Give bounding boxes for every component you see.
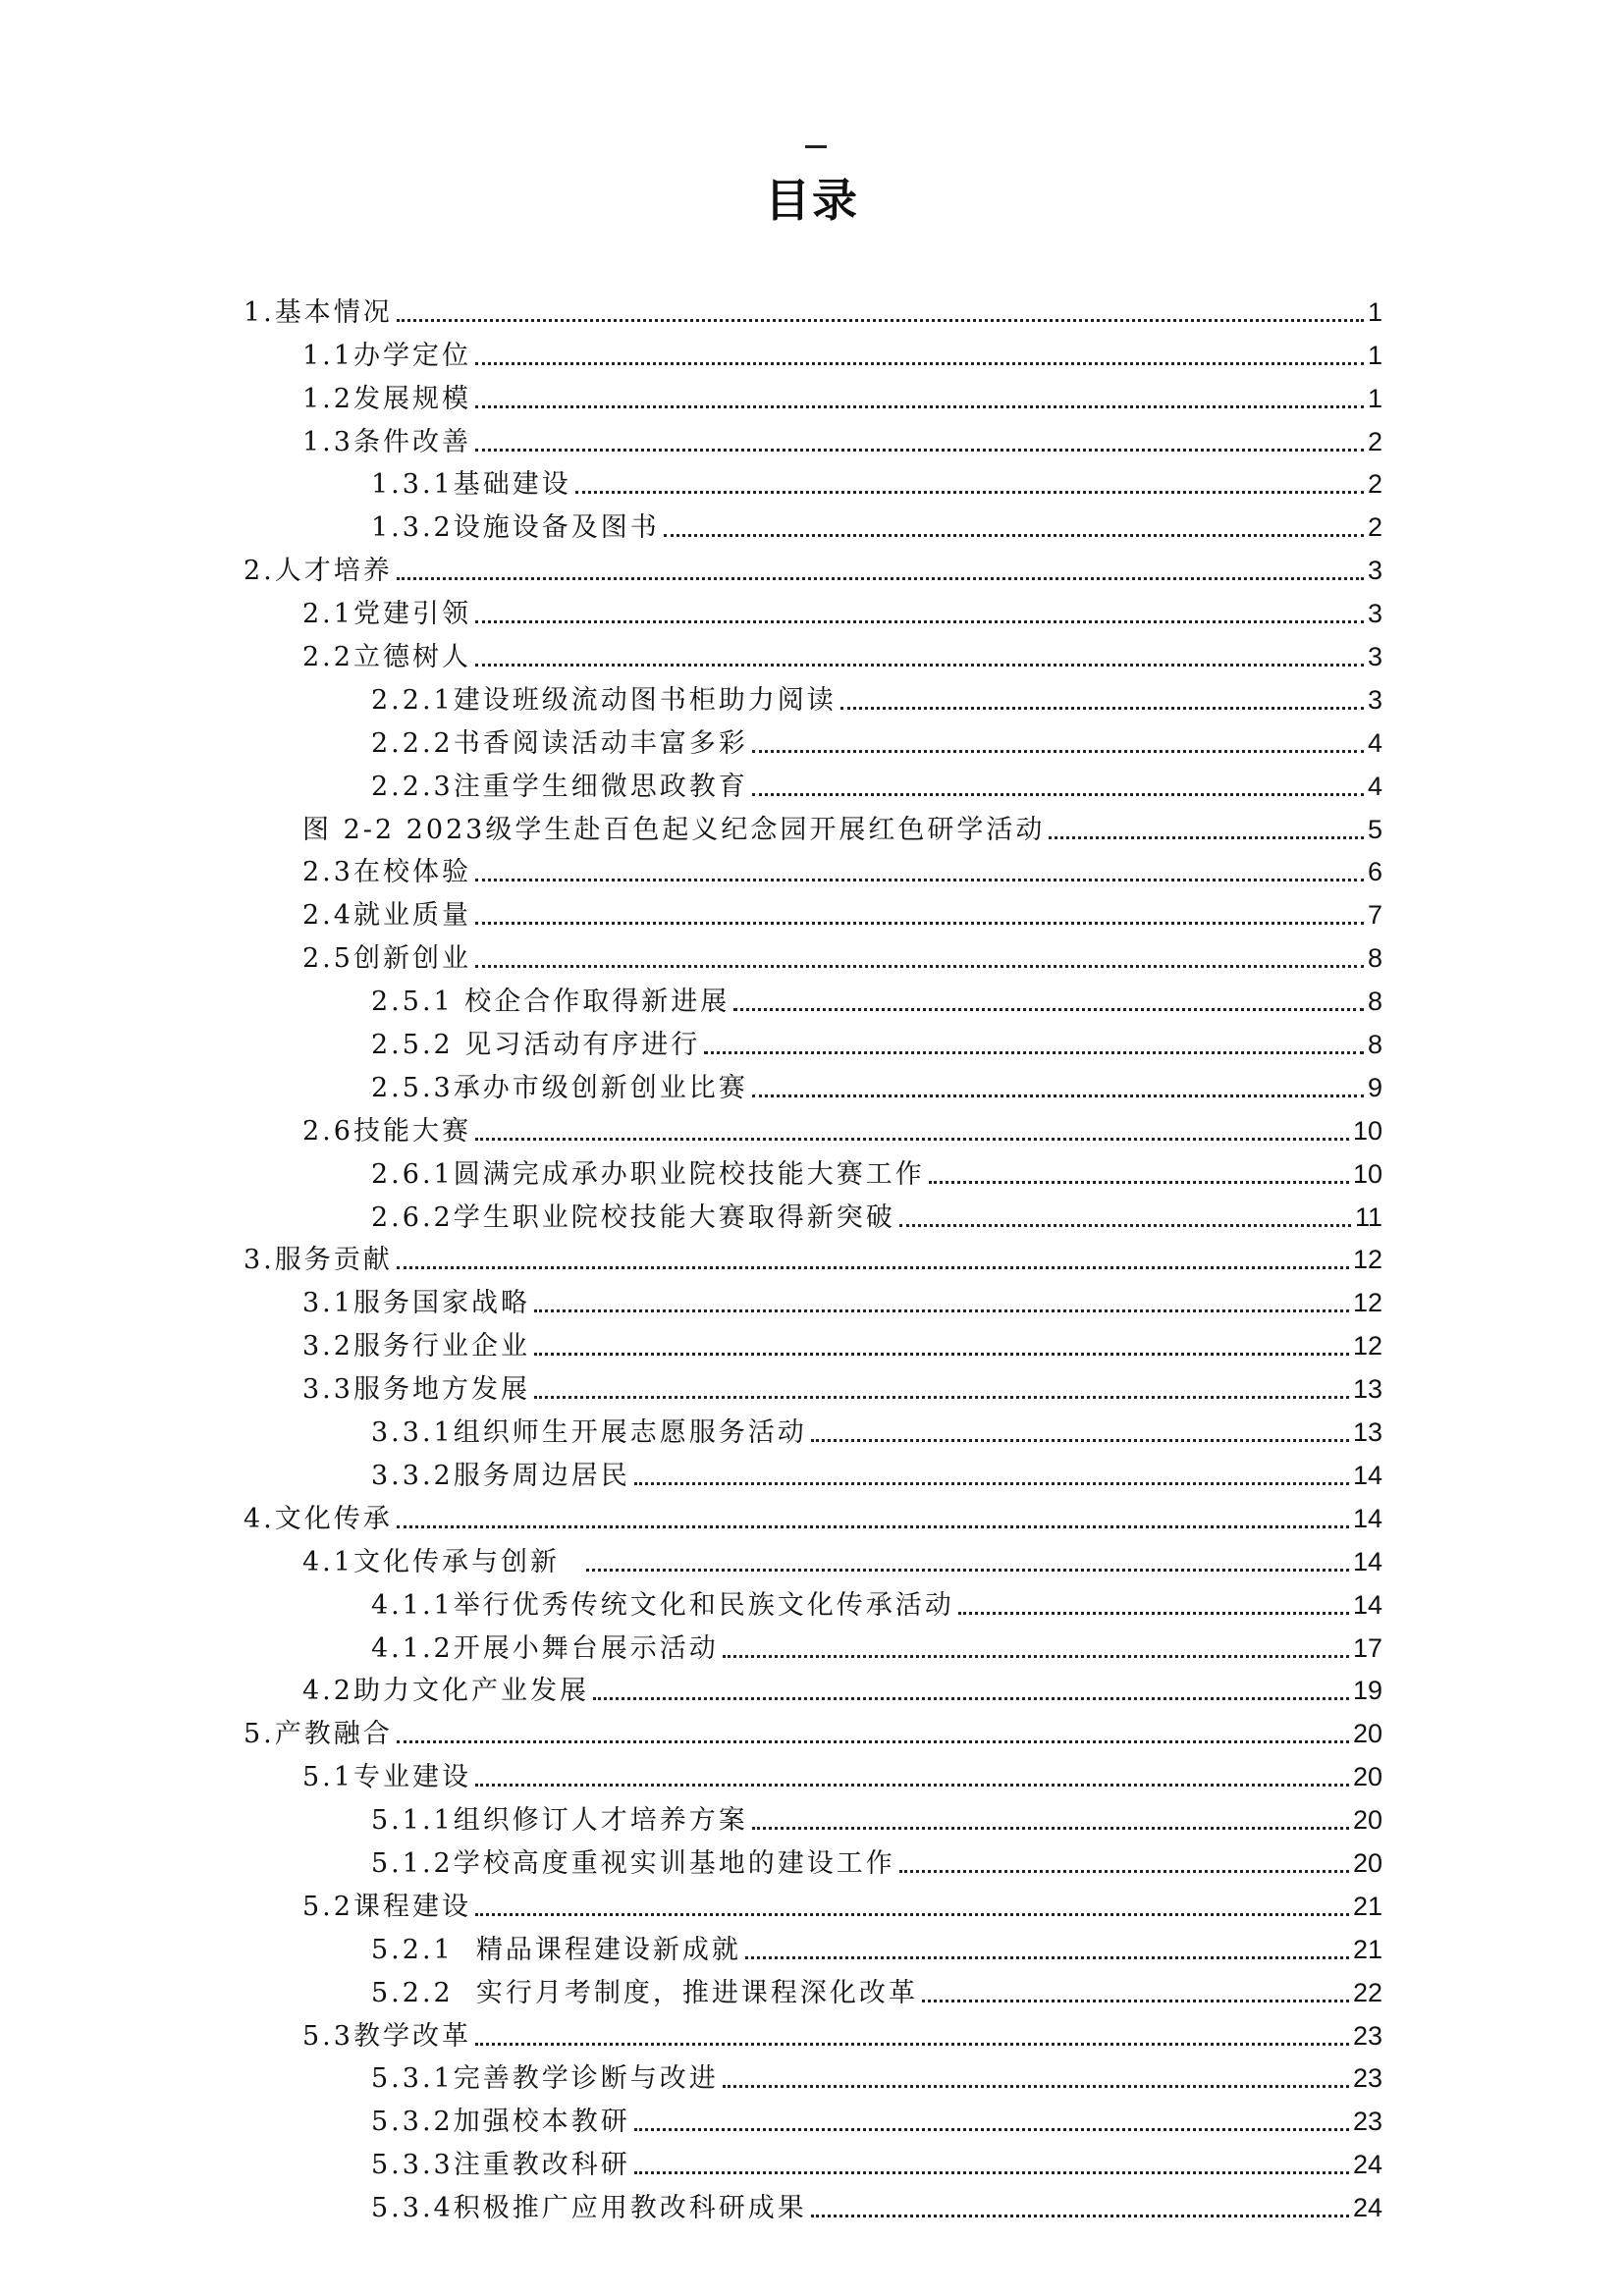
toc-entry-label: 1.基本情况: [244, 296, 393, 328]
toc-entry[interactable]: [244, 373, 1382, 416]
dot-leader: [733, 1008, 1364, 1011]
toc-entry[interactable]: [244, 416, 1382, 459]
toc-entry[interactable]: [244, 1579, 1382, 1623]
toc-entry-page-number: 22: [1352, 1977, 1382, 2007]
dot-leader: [586, 1569, 1349, 1572]
toc-entry[interactable]: [244, 1148, 1382, 1192]
dot-leader: [475, 405, 1364, 408]
toc-entry-label: 5.1专业建设: [302, 1762, 471, 1793]
dot-leader: [958, 1612, 1349, 1615]
toc-entry[interactable]: [244, 847, 1382, 890]
toc-entry[interactable]: [244, 2096, 1382, 2139]
dot-leader: [475, 2043, 1349, 2046]
toc-entry-page-number: 13: [1352, 1417, 1382, 1448]
toc-entry-label: 2.6.2学生职业院校技能大赛取得新突破: [371, 1201, 895, 1233]
page-title: 目录: [765, 174, 859, 227]
dot-leader: [475, 362, 1364, 365]
dot-leader: [397, 1740, 1349, 1743]
dot-leader: [397, 319, 1364, 322]
dot-leader: [475, 620, 1364, 623]
toc-entry-label: 2.6技能大赛: [302, 1115, 471, 1147]
toc-entry-page-number: 4: [1367, 771, 1382, 801]
toc-entry-page-number: 2: [1367, 426, 1382, 456]
toc-entry-label: 5.3.2加强校本教研: [371, 2107, 630, 2138]
toc-entry-label: 3.3服务地方发展: [302, 1374, 530, 1406]
toc-entry-page-number: 3: [1367, 642, 1382, 672]
toc-entry-label: 5.1.2学校高度重视实训基地的建设工作: [371, 1847, 895, 1879]
dot-leader: [475, 965, 1364, 968]
toc-entry[interactable]: [244, 502, 1382, 545]
toc-entry-label: 1.3条件改善: [302, 426, 471, 457]
toc-entry[interactable]: [244, 1363, 1382, 1407]
dot-leader: [475, 1138, 1349, 1141]
toc-entry[interactable]: [244, 1794, 1382, 1838]
dot-leader: [634, 2128, 1349, 2131]
toc-entry-page-number: 2: [1367, 469, 1382, 500]
dot-leader: [534, 1353, 1349, 1356]
toc-entry[interactable]: [244, 1536, 1382, 1579]
toc-entry-label: 2.2.2书香阅读活动丰富多彩: [371, 727, 748, 759]
toc-entry-page-number: 23: [1352, 2107, 1382, 2137]
toc-entry-page-number: 20: [1352, 1805, 1382, 1836]
toc-entry[interactable]: [244, 1924, 1382, 1967]
dot-leader: [752, 1095, 1364, 1097]
toc-entry-label: 5.产教融合: [244, 1719, 393, 1750]
toc-entry-label: 3.1服务国家战略: [302, 1288, 530, 1319]
toc-entry-page-number: 3: [1367, 684, 1382, 715]
toc-entry-page-number: 8: [1367, 943, 1382, 974]
toc-entry-label: 2.人才培养: [244, 556, 393, 587]
toc-entry-label: 2.5.3承办市级创新创业比赛: [371, 1072, 748, 1103]
toc-entry-page-number: 17: [1352, 1632, 1382, 1663]
toc-entry-page-number: 24: [1352, 2150, 1382, 2180]
toc-entry[interactable]: [244, 674, 1382, 718]
toc-entry-page-number: 1: [1367, 383, 1382, 413]
dot-leader: [534, 1396, 1349, 1399]
toc-entry[interactable]: [244, 804, 1382, 847]
toc-entry-page-number: 12: [1352, 1331, 1382, 1362]
toc-entry[interactable]: [244, 976, 1382, 1019]
toc-entry-label: 1.3.1基础建设: [371, 469, 571, 501]
toc-entry-page-number: 8: [1367, 1030, 1382, 1060]
toc-entry-page-number: 14: [1352, 1503, 1382, 1533]
toc-entry-label: 1.3.2设施设备及图书: [371, 512, 660, 544]
toc-entry[interactable]: [244, 1666, 1382, 1709]
toc-entry[interactable]: [244, 1450, 1382, 1493]
dot-leader: [723, 2085, 1349, 2088]
dot-leader: [397, 1525, 1349, 1528]
dot-leader: [475, 1913, 1349, 1916]
toc-entry[interactable]: [244, 1407, 1382, 1450]
toc-entry-label: 5.2.2 实行月考制度，推进课程深化改革: [371, 1977, 918, 2008]
toc-entry-page-number: 7: [1367, 900, 1382, 931]
toc-entry[interactable]: [244, 2054, 1382, 2097]
dot-leader: [929, 1181, 1349, 1184]
dot-leader: [899, 1224, 1351, 1227]
dot-leader: [575, 491, 1364, 494]
toc-entry-page-number: 11: [1354, 1201, 1382, 1232]
dot-leader: [664, 534, 1364, 537]
toc-entry-label: 2.5.1 校企合作取得新进展: [371, 987, 731, 1018]
toc-entry[interactable]: [244, 2182, 1382, 2225]
toc-entry-label: 4.1.2开展小舞台展示活动: [371, 1632, 719, 1664]
dot-leader: [475, 922, 1364, 925]
toc-entry-label: 2.1党建引领: [302, 599, 471, 630]
toc-entry-page-number: 3: [1367, 599, 1382, 629]
dot-leader: [634, 1482, 1349, 1485]
dot-leader: [634, 2171, 1349, 2174]
toc-entry-page-number: 19: [1352, 1676, 1382, 1706]
dot-leader: [397, 577, 1364, 580]
toc-entry[interactable]: [244, 718, 1382, 761]
toc-entry-page-number: 8: [1367, 987, 1382, 1017]
toc-entry-page-number: 4: [1367, 727, 1382, 758]
dot-leader: [1049, 836, 1364, 839]
toc-entry-page-number: 5: [1367, 814, 1382, 844]
toc-entry[interactable]: [244, 631, 1382, 674]
toc-entry-label: 5.3教学改革: [302, 2020, 471, 2052]
toc-entry-label: 4.1文化传承与创新: [302, 1546, 583, 1577]
toc-entry-label: 2.2立德树人: [302, 642, 471, 673]
toc-entry-page-number: 1: [1367, 340, 1382, 370]
toc-entry-label: 2.2.1建设班级流动图书柜助力阅读: [371, 684, 837, 716]
toc-entry-page-number: 12: [1352, 1245, 1382, 1275]
dot-leader: [475, 879, 1364, 881]
toc-entry-page-number: 14: [1352, 1589, 1382, 1620]
toc-entry-page-number: 10: [1352, 1158, 1382, 1189]
toc-entry-page-number: 13: [1352, 1374, 1382, 1405]
dot-leader: [397, 1266, 1349, 1269]
toc-entry[interactable]: [244, 287, 1382, 330]
toc-entry[interactable]: [244, 761, 1382, 804]
toc-entry-label: 2.3在校体验: [302, 857, 471, 888]
toc-entry[interactable]: [244, 1493, 1382, 1536]
dot-leader: [723, 1655, 1349, 1658]
dot-leader: [475, 1784, 1349, 1787]
toc-entry-page-number: 21: [1352, 1934, 1382, 1964]
toc-entry-label: 3.3.1组织师生开展志愿服务活动: [371, 1417, 807, 1449]
dot-leader: [745, 1956, 1349, 1959]
toc-entry-page-number: 20: [1352, 1762, 1382, 1792]
toc-entry-label: 1.1办学定位: [302, 340, 471, 371]
toc-entry-page-number: 12: [1352, 1288, 1382, 1318]
toc-entry-label: 3.3.2服务周边居民: [371, 1460, 630, 1491]
toc-entry-label: 4.文化传承: [244, 1503, 393, 1534]
toc-entry-label: 3.2服务行业企业: [302, 1331, 530, 1362]
toc-entry-label: 1.2发展规模: [302, 383, 471, 414]
toc-entry-page-number: 6: [1367, 857, 1382, 887]
toc-entry-label: 2.5.2 见习活动有序进行: [371, 1030, 701, 1061]
toc-entry[interactable]: [244, 588, 1382, 631]
toc-entry-label: 2.6.1圆满完成承办职业院校技能大赛工作: [371, 1158, 925, 1190]
toc-entry-label: 3.服务贡献: [244, 1245, 393, 1276]
dot-leader: [593, 1697, 1349, 1700]
dot-leader: [752, 1827, 1349, 1830]
toc-entry-page-number: 20: [1352, 1847, 1382, 1878]
toc-entry-label: 5.3.1完善教学诊断与改进: [371, 2063, 719, 2095]
toc-entry[interactable]: [244, 1623, 1382, 1666]
toc-entry[interactable]: [244, 1320, 1382, 1363]
toc-entry-page-number: 9: [1367, 1072, 1382, 1102]
toc-entry-label: 5.3.4积极推广应用教改科研成果: [371, 2193, 807, 2224]
dot-leader: [534, 1309, 1349, 1312]
header-mark: [805, 145, 827, 148]
toc-entry-page-number: 14: [1352, 1460, 1382, 1490]
toc-entry-page-number: 1: [1367, 296, 1382, 327]
toc-entry-page-number: 23: [1352, 2020, 1382, 2051]
dot-leader: [475, 449, 1364, 452]
dot-leader: [811, 2215, 1349, 2217]
toc-entry-label: 5.3.3注重教改科研: [371, 2150, 630, 2181]
toc-entry[interactable]: [244, 1062, 1382, 1105]
toc-entry-page-number: 23: [1352, 2063, 1382, 2094]
toc-entry[interactable]: [244, 459, 1382, 503]
toc-entry-label: 2.4就业质量: [302, 900, 471, 932]
toc-entry-label: 2.2.3注重学生细微思政教育: [371, 771, 748, 802]
dot-leader: [811, 1439, 1349, 1442]
toc-entry[interactable]: [244, 1708, 1382, 1751]
toc-entry[interactable]: [244, 1277, 1382, 1320]
toc-entry[interactable]: [244, 889, 1382, 933]
dot-leader: [475, 664, 1364, 667]
toc-entry-page-number: 21: [1352, 1891, 1382, 1921]
toc-entry-page-number: 14: [1352, 1546, 1382, 1576]
toc-entry[interactable]: [244, 545, 1382, 588]
toc-entry[interactable]: [244, 1838, 1382, 1881]
toc-entry-label: 4.2助力文化产业发展: [302, 1676, 589, 1707]
toc-entry-page-number: 2: [1367, 512, 1382, 543]
toc-entry[interactable]: [244, 1751, 1382, 1794]
toc-entry[interactable]: [244, 1235, 1382, 1278]
table-of-contents: [244, 287, 1382, 2225]
toc-entry-label: 5.2.1 精品课程建设新成就: [371, 1934, 741, 1965]
toc-entry-label: 图 2-2 2023级学生赴百色起义纪念园开展红色研学活动: [302, 814, 1046, 845]
toc-entry[interactable]: [244, 933, 1382, 976]
dot-leader: [704, 1051, 1364, 1054]
toc-entry[interactable]: [244, 1967, 1382, 2010]
dot-leader: [840, 707, 1364, 710]
toc-entry[interactable]: [244, 2010, 1382, 2054]
dot-leader: [922, 2000, 1349, 2002]
toc-entry-page-number: 10: [1352, 1115, 1382, 1146]
toc-entry[interactable]: [244, 1019, 1382, 1062]
toc-entry[interactable]: [244, 1105, 1382, 1148]
toc-entry[interactable]: [244, 330, 1382, 373]
toc-entry[interactable]: [244, 1881, 1382, 1924]
dot-leader: [752, 793, 1364, 796]
toc-entry-label: 5.2课程建设: [302, 1891, 471, 1922]
toc-entry-page-number: 24: [1352, 2193, 1382, 2223]
toc-entry-label: 5.1.1组织修订人才培养方案: [371, 1805, 748, 1837]
toc-entry[interactable]: [244, 2139, 1382, 2182]
dot-leader: [752, 750, 1364, 753]
toc-entry-label: 4.1.1举行优秀传统文化和民族文化传承活动: [371, 1589, 954, 1621]
toc-entry-label: 2.5创新创业: [302, 943, 471, 975]
toc-entry-page-number: 20: [1352, 1719, 1382, 1749]
toc-entry-page-number: 3: [1367, 556, 1382, 586]
dot-leader: [899, 1870, 1349, 1873]
toc-entry[interactable]: [244, 1192, 1382, 1235]
